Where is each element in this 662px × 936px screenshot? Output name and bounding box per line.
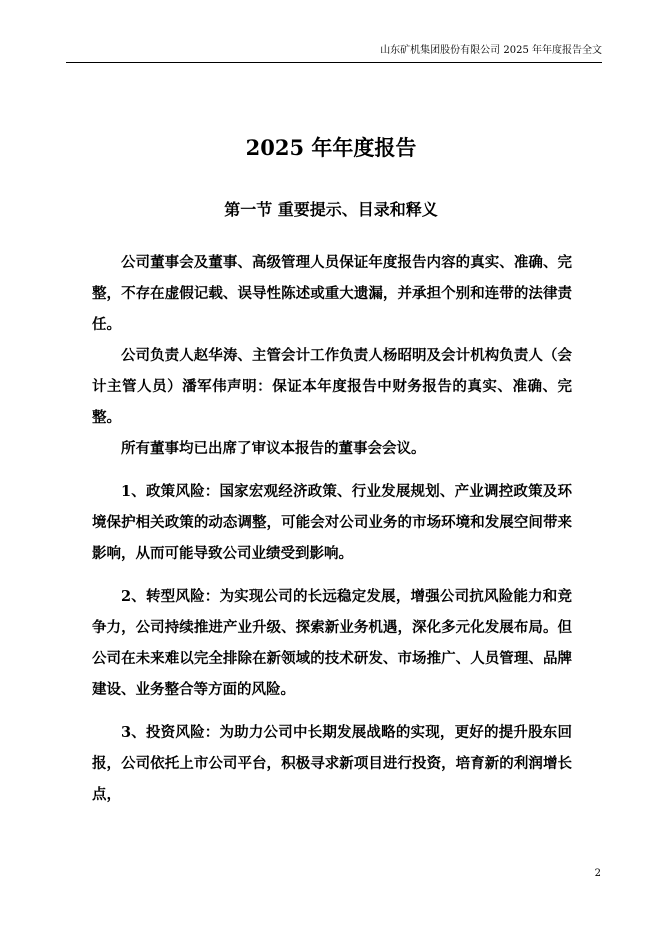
paragraph-policy-risk: 1、政策风险：国家宏观经济政策、行业发展规划、产业调控政策及环境保护相关政策的动态调整，可能会对公司业务的市场环境和发展空间带来影响，从而可能导致公司业绩受到影响。 bbox=[92, 483, 572, 562]
paragraph-directors-attendance: 所有董事均已出席了审议本报告的董事会会议。 bbox=[121, 440, 426, 457]
page-number: 2 bbox=[594, 868, 601, 879]
section-title: 第一节 重要提示、目录和释义 bbox=[224, 200, 438, 219]
paragraph-investment-risk: 3、投资风险：为助力公司中长期发展战略的实现，更好的提升股东回报，公司依托上市公司平台，积极寻求新项目进行投资，培育新的利润增长点， bbox=[92, 724, 572, 803]
report-title: 2025 年年度报告 bbox=[245, 135, 417, 160]
page-header: 山东矿机集团股份有限公司 2025 年年度报告全文 bbox=[66, 44, 602, 63]
paragraph-transformation-risk: 2、转型风险：为实现公司的长远稳定发展，增强公司抗风险能力和竞争力，公司持续推进产业升级、探索新业务机遇，深化多元化发展布局。但公司在未来难以完全排除在新领域的技术研发、市场推广、人员管理、品牌建设、业务整合等方面的风险。 bbox=[92, 588, 572, 698]
paragraph-responsible-persons: 公司负责人赵华涛、主管会计工作负责人杨昭明及会计机构负责人（会计主管人员）潘军伟声明：保证本年度报告中财务报告的真实、准确、完整。 bbox=[92, 347, 572, 426]
paragraph-board-guarantee: 公司董事会及董事、高级管理人员保证年度报告内容的真实、准确、完整，不存在虚假记载、误导性陈述或重大遗漏，并承担个别和连带的法律责任。 bbox=[92, 254, 572, 333]
body-text bbox=[92, 247, 572, 810]
